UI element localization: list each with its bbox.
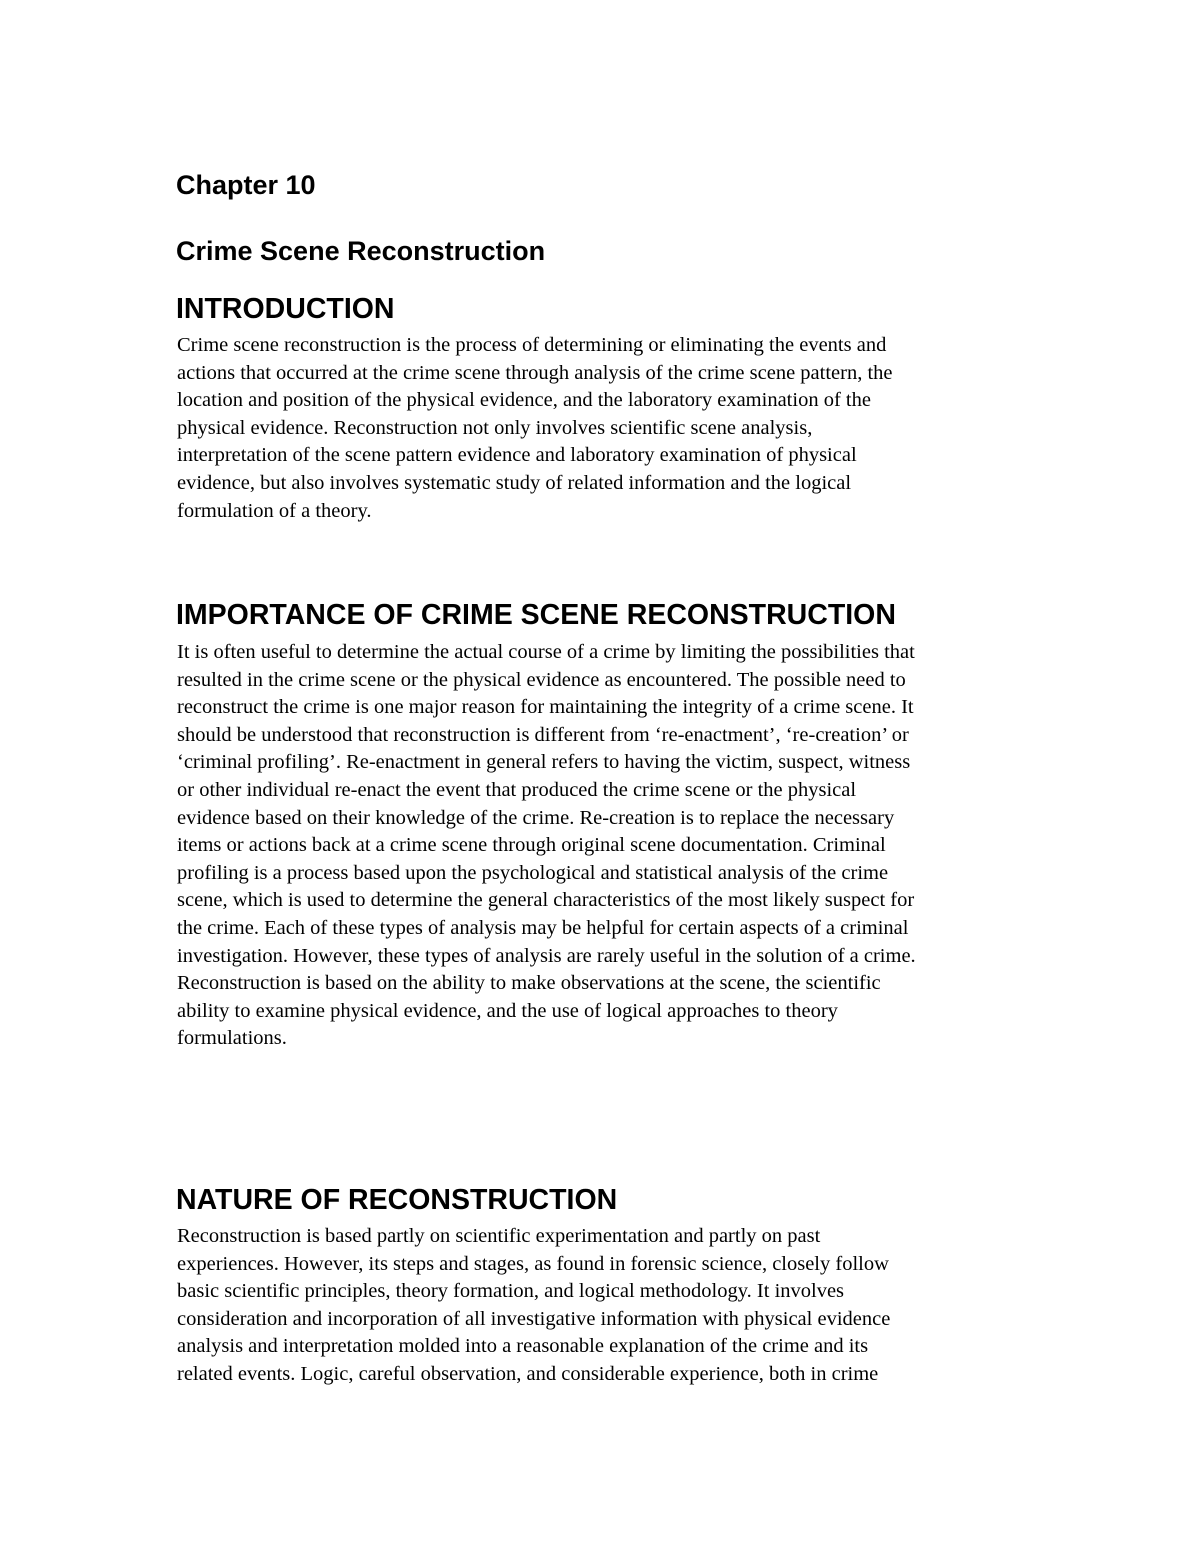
text-line: formulation of a theory. bbox=[177, 499, 372, 522]
section-heading-importance: IMPORTANCE OF CRIME SCENE RECONSTRUCTION bbox=[176, 599, 896, 631]
section-body-introduction bbox=[177, 332, 1027, 525]
section-body-importance bbox=[177, 639, 1027, 1053]
text-line: It is often useful to determine the actual course of a crime by limiting the possibilities that bbox=[177, 641, 915, 663]
text-line: ability to examine physical evidence, and the use of logical approaches to theory bbox=[177, 999, 838, 1022]
text-line: evidence based on their knowledge of the crime. Re-creation is to replace the necessary bbox=[177, 806, 895, 829]
text-line: location and position of the physical evidence, and the laboratory examination of the bbox=[177, 389, 871, 412]
text-line: scene, which is used to determine the general characteristics of the most likely suspect for bbox=[177, 889, 915, 912]
chapter-title: Crime Scene Reconstruction bbox=[176, 236, 546, 266]
text-line: ‘criminal profiling’. Re-enactment in general refers to having the victim, suspect, witness bbox=[177, 751, 911, 774]
text-line: evidence, but also involves systematic study of related information and the logical bbox=[177, 471, 852, 494]
section-heading-introduction: INTRODUCTION bbox=[176, 293, 395, 325]
text-line: resulted in the crime scene or the physical evidence as encountered. The possible need to bbox=[177, 668, 906, 691]
text-line: consideration and incorporation of all investigative information with physical evidence bbox=[177, 1307, 891, 1330]
text-line: or other individual re-enact the event that produced the crime scene or the physical bbox=[177, 778, 857, 801]
text-line: physical evidence. Reconstruction not only involves scientific scene analysis, bbox=[177, 416, 813, 439]
text-line: actions that occurred at the crime scene through analysis of the crime scene pattern, the bbox=[177, 361, 893, 384]
text-line: Reconstruction is based partly on scientific experimentation and partly on past bbox=[177, 1225, 821, 1247]
text-line: interpretation of the scene pattern evidence and laboratory examination of physical bbox=[177, 444, 857, 467]
text-line: the crime. Each of these types of analysis may be helpful for certain aspects of a criminal bbox=[177, 916, 909, 939]
text-line: profiling is a process based upon the psychological and statistical analysis of the crime bbox=[177, 861, 889, 884]
text-line: reconstruct the crime is one major reason for maintaining the integrity of a crime scene. It bbox=[177, 696, 914, 719]
text-line: related events. Logic, careful observation, and considerable experience, both in crime bbox=[177, 1362, 879, 1385]
text-line: investigation. However, these types of analysis are rarely useful in the solution of a crime. bbox=[177, 944, 916, 967]
text-line: analysis and interpretation molded into a reasonable explanation of the crime and its bbox=[177, 1335, 869, 1358]
section-body-nature bbox=[177, 1223, 1027, 1389]
text-line: formulations. bbox=[177, 1027, 287, 1050]
text-line: should be understood that reconstruction is different from ‘re-enactment’, ‘re-creation’ or bbox=[177, 723, 909, 746]
section-heading-nature: NATURE OF RECONSTRUCTION bbox=[176, 1184, 618, 1216]
text-line: experiences. However, its steps and stages, as found in forensic science, closely follow bbox=[177, 1252, 889, 1275]
text-line: items or actions back at a crime scene through original scene documentation. Criminal bbox=[177, 834, 886, 857]
text-line: basic scientific principles, theory formation, and logical methodology. It involves bbox=[177, 1280, 845, 1303]
text-line: Crime scene reconstruction is the process of determining or eliminating the events and bbox=[177, 334, 887, 356]
chapter-label: Chapter 10 bbox=[176, 170, 316, 200]
text-line: Reconstruction is based on the ability to make observations at the scene, the scientific bbox=[177, 972, 881, 995]
